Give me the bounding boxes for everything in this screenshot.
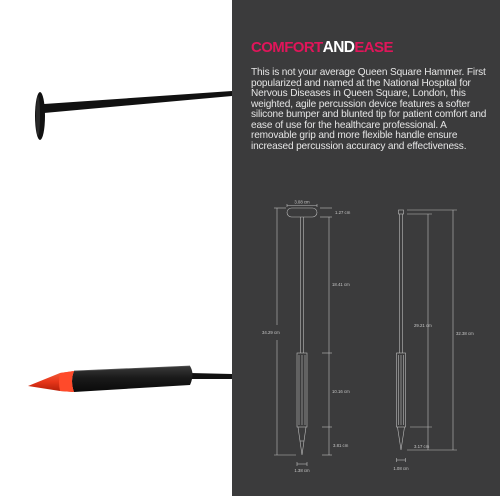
dim-side-shaft-length: 29.21 cm — [414, 323, 432, 328]
product-description: This is not your average Queen Square Hammer. First popularized and named at the National Hospital for Nervous Diseases in Queen Square, London, this weighted, agile percussion device features a softer silicone bumper and blunted tip for patient comfort and ease of use for the healthcare professional. A removable grip and more flexible handle ensure increased percussion accuracy and effectiveness. — [251, 67, 487, 152]
hammer-shaft-lower — [190, 373, 232, 379]
dim-grip-diameter: 1.38 cm — [294, 468, 310, 473]
hammer-shaft-upper — [44, 91, 232, 113]
hammer-grip-icon — [72, 366, 193, 392]
dim-side-total-length: 32.38 cm — [456, 331, 474, 336]
product-photo — [0, 0, 232, 496]
hammer-tip-icon — [28, 371, 74, 392]
hammer-head-icon — [35, 92, 45, 140]
dim-side-tip-length: 3.17 cm — [414, 444, 430, 449]
dim-side-diameter: 1.08 cm — [393, 466, 409, 471]
dim-head-width: 3.08 cm — [294, 200, 310, 205]
dimension-diagram — [232, 200, 500, 485]
dimension-drawing — [232, 200, 500, 485]
hammer-illustration — [0, 0, 232, 496]
headline-word-3: EASE — [354, 39, 393, 56]
dim-grip-length: 10.16 cm — [332, 389, 350, 394]
headline-word-2: AND — [322, 39, 355, 56]
dim-total-length: 34.29 cm — [262, 330, 280, 335]
headline-word-1: COMFORT — [251, 39, 323, 56]
dim-shaft-length: 18.41 cm — [332, 282, 350, 287]
headline — [251, 37, 393, 57]
dim-tip-length: 3.81 cm — [333, 443, 349, 448]
dim-head-height: 1.27 cm — [335, 210, 351, 215]
